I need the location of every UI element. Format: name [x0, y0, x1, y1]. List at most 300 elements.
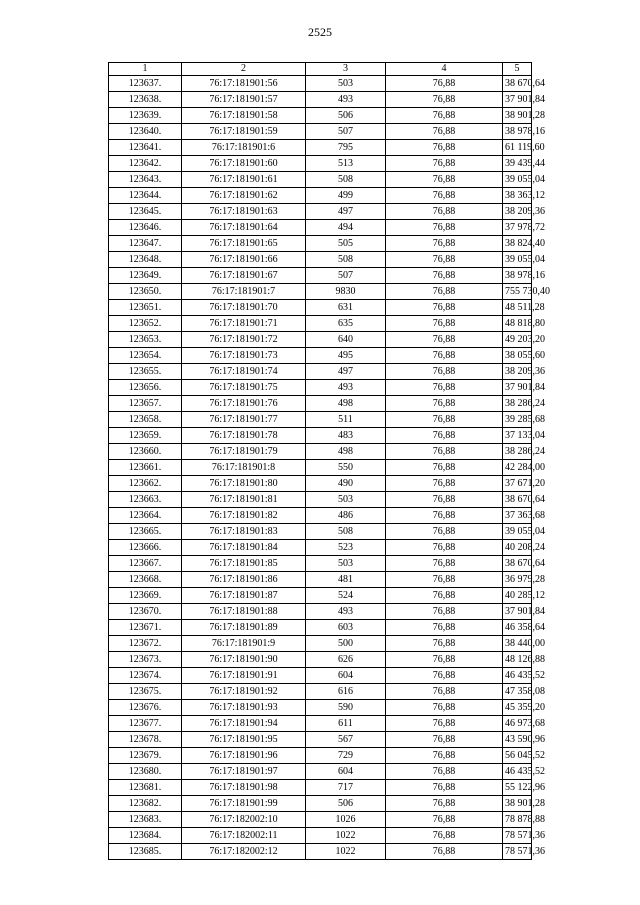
- table-row: [109, 476, 532, 492]
- table-cell: 76:17:181901:65: [182, 236, 306, 252]
- table-cell: 76:17:181901:75: [182, 380, 306, 396]
- table-cell: 123663.: [109, 492, 182, 508]
- table-cell: 76:17:181901:73: [182, 348, 306, 364]
- table-cell: 76:17:181901:92: [182, 684, 306, 700]
- table-row: [109, 364, 532, 380]
- table-cell: 48 511,28: [503, 300, 532, 316]
- table-cell: 38 824,40: [503, 236, 532, 252]
- table-cell: 76:17:181901:76: [182, 396, 306, 412]
- table-cell: 123667.: [109, 556, 182, 572]
- table-cell: 38 209,36: [503, 364, 532, 380]
- table-cell: 76,88: [386, 508, 503, 524]
- table-cell: 37 901,84: [503, 92, 532, 108]
- table-cell: 38 286,24: [503, 444, 532, 460]
- table-cell: 76,88: [386, 380, 503, 396]
- table-cell: 76:17:181901:61: [182, 172, 306, 188]
- table-cell: 500: [306, 636, 386, 652]
- table-cell: 76:17:181901:8: [182, 460, 306, 476]
- table-cell: 499: [306, 188, 386, 204]
- table-cell: 76,88: [386, 524, 503, 540]
- table-cell: 1022: [306, 844, 386, 860]
- table-cell: 498: [306, 444, 386, 460]
- table-body: [109, 76, 550, 860]
- table-cell: 123662.: [109, 476, 182, 492]
- table-cell: 497: [306, 204, 386, 220]
- table-cell: 123682.: [109, 796, 182, 812]
- table-cell: 508: [306, 524, 386, 540]
- table-cell: 76:17:181901:58: [182, 108, 306, 124]
- table-cell: 123653.: [109, 332, 182, 348]
- table-cell: 46 435,52: [503, 764, 532, 780]
- table-cell: 38 209,36: [503, 204, 532, 220]
- table-cell: 729: [306, 748, 386, 764]
- table-cell: 76:17:181901:91: [182, 668, 306, 684]
- table-cell: 76,88: [386, 636, 503, 652]
- table-cell: 123666.: [109, 540, 182, 556]
- table-row: [109, 156, 532, 172]
- table-cell: 37 363,68: [503, 508, 532, 524]
- table-cell: 9830: [306, 284, 386, 300]
- table-cell: 76:17:181901:9: [182, 636, 306, 652]
- table-cell: 503: [306, 492, 386, 508]
- table-cell: 76:17:181901:6: [182, 140, 306, 156]
- table-cell: 76,88: [386, 412, 503, 428]
- table-row: [109, 108, 532, 124]
- table-cell: 76,88: [386, 604, 503, 620]
- table-cell: 76,88: [386, 236, 503, 252]
- table-cell: 40 208,24: [503, 540, 532, 556]
- table-cell: 76,88: [386, 316, 503, 332]
- table-cell: 123652.: [109, 316, 182, 332]
- table-cell: 39 055,04: [503, 524, 532, 540]
- table-cell: 76,88: [386, 844, 503, 860]
- column-header: 2: [182, 63, 306, 76]
- table-cell: 123678.: [109, 732, 182, 748]
- table-cell: 76,88: [386, 780, 503, 796]
- table-cell: 550: [306, 460, 386, 476]
- table-cell: 38 670,64: [503, 492, 532, 508]
- table-cell: 76:17:181901:66: [182, 252, 306, 268]
- table-row: [109, 796, 532, 812]
- table-cell: 123656.: [109, 380, 182, 396]
- table-cell: 38 901,28: [503, 796, 532, 812]
- table-cell: 76:17:181901:81: [182, 492, 306, 508]
- table-cell: 1026: [306, 812, 386, 828]
- table-cell: 795: [306, 140, 386, 156]
- table-cell: 76:17:181901:84: [182, 540, 306, 556]
- table-cell: 76,88: [386, 556, 503, 572]
- table-cell: 76,88: [386, 284, 503, 300]
- table-cell: 76,88: [386, 748, 503, 764]
- table-row: [109, 652, 532, 668]
- table-row: [109, 508, 532, 524]
- table-cell: 76,88: [386, 796, 503, 812]
- table-cell: 123668.: [109, 572, 182, 588]
- column-header: 1: [109, 63, 182, 76]
- table-cell: 76,88: [386, 460, 503, 476]
- table-row: [109, 76, 532, 92]
- table-cell: 123673.: [109, 652, 182, 668]
- table-cell: 123665.: [109, 524, 182, 540]
- table-cell: 123639.: [109, 108, 182, 124]
- table-cell: 123685.: [109, 844, 182, 860]
- table-cell: 38 286,24: [503, 396, 532, 412]
- table-cell: 616: [306, 684, 386, 700]
- table-cell: 56 045,52: [503, 748, 532, 764]
- table-cell: 76,88: [386, 492, 503, 508]
- table-cell: 604: [306, 764, 386, 780]
- table-cell: 76,88: [386, 220, 503, 236]
- table-row: [109, 668, 532, 684]
- table-cell: 76,88: [386, 684, 503, 700]
- table-cell: 78 878,88: [503, 812, 532, 828]
- table-cell: 76,88: [386, 540, 503, 556]
- table-cell: 603: [306, 620, 386, 636]
- table-cell: 123657.: [109, 396, 182, 412]
- table-cell: 76,88: [386, 444, 503, 460]
- table-cell: 123672.: [109, 636, 182, 652]
- table-cell: 123660.: [109, 444, 182, 460]
- table-cell: 76:17:181901:83: [182, 524, 306, 540]
- table-cell: 76,88: [386, 332, 503, 348]
- table-cell: 505: [306, 236, 386, 252]
- table-cell: 76:17:181901:95: [182, 732, 306, 748]
- table-row: [109, 252, 532, 268]
- table-row: [109, 764, 532, 780]
- data-table: [108, 62, 550, 860]
- table-cell: 590: [306, 700, 386, 716]
- column-header: 4: [386, 63, 503, 76]
- table-cell: 123659.: [109, 428, 182, 444]
- table-cell: 37 133,04: [503, 428, 532, 444]
- table-cell: 76,88: [386, 572, 503, 588]
- table-cell: 503: [306, 76, 386, 92]
- table-header-row: [109, 63, 532, 76]
- table-cell: 524: [306, 588, 386, 604]
- table-cell: 123675.: [109, 684, 182, 700]
- table-cell: 38 363,12: [503, 188, 532, 204]
- table-cell: 78 571,36: [503, 828, 532, 844]
- table-cell: 38 901,28: [503, 108, 532, 124]
- table-cell: 76:17:181901:70: [182, 300, 306, 316]
- table-row: [109, 204, 532, 220]
- table-cell: 76,88: [386, 108, 503, 124]
- table-cell: 76,88: [386, 364, 503, 380]
- table-cell: 493: [306, 92, 386, 108]
- table-cell: 123647.: [109, 236, 182, 252]
- table-cell: 38 978,16: [503, 124, 532, 140]
- table-row: [109, 732, 532, 748]
- table-cell: 123676.: [109, 700, 182, 716]
- table-cell: 123642.: [109, 156, 182, 172]
- table-cell: 76:17:181901:77: [182, 412, 306, 428]
- table-cell: 123669.: [109, 588, 182, 604]
- table-cell: 503: [306, 556, 386, 572]
- table-row: [109, 268, 532, 284]
- table-cell: 123681.: [109, 780, 182, 796]
- table-cell: 37 978,72: [503, 220, 532, 236]
- table-cell: 123648.: [109, 252, 182, 268]
- table-cell: 76:17:181901:98: [182, 780, 306, 796]
- table-cell: 123680.: [109, 764, 182, 780]
- table-row: [109, 540, 532, 556]
- table-cell: 123649.: [109, 268, 182, 284]
- table-cell: 76:17:181901:74: [182, 364, 306, 380]
- table-cell: 76:17:181901:93: [182, 700, 306, 716]
- table-row: [109, 188, 532, 204]
- table-cell: 497: [306, 364, 386, 380]
- table-cell: 123650.: [109, 284, 182, 300]
- table-cell: 76,88: [386, 140, 503, 156]
- table-cell: 46 435,52: [503, 668, 532, 684]
- table-cell: 626: [306, 652, 386, 668]
- table-cell: 76:17:181901:78: [182, 428, 306, 444]
- table-cell: 123661.: [109, 460, 182, 476]
- table-row: [109, 300, 532, 316]
- table-cell: 78 571,36: [503, 844, 532, 860]
- table-cell: 495: [306, 348, 386, 364]
- table-cell: 508: [306, 252, 386, 268]
- table-cell: 123655.: [109, 364, 182, 380]
- table-cell: 483: [306, 428, 386, 444]
- table-cell: 38 440,00: [503, 636, 532, 652]
- table-cell: 498: [306, 396, 386, 412]
- table-row: [109, 748, 532, 764]
- table-cell: 39 439,44: [503, 156, 532, 172]
- table-cell: 76,88: [386, 188, 503, 204]
- table-row: [109, 220, 532, 236]
- table-cell: 37 901,84: [503, 380, 532, 396]
- table-cell: 76,88: [386, 700, 503, 716]
- table-cell: 76:17:181901:60: [182, 156, 306, 172]
- table-cell: 507: [306, 268, 386, 284]
- page-number: 2525: [308, 25, 332, 39]
- table-cell: 42 284,00: [503, 460, 532, 476]
- table-cell: 46 358,64: [503, 620, 532, 636]
- table-cell: 123645.: [109, 204, 182, 220]
- table-cell: 61 119,60: [503, 140, 532, 156]
- table-cell: 76:17:181901:99: [182, 796, 306, 812]
- table-cell: 123683.: [109, 812, 182, 828]
- table-cell: 76:17:182002:11: [182, 828, 306, 844]
- table-cell: 123643.: [109, 172, 182, 188]
- table-cell: 43 590,96: [503, 732, 532, 748]
- table-cell: 39 285,68: [503, 412, 532, 428]
- table-cell: 48 126,88: [503, 652, 532, 668]
- column-header: 3: [306, 63, 386, 76]
- table-cell: 631: [306, 300, 386, 316]
- table-cell: 38 055,60: [503, 348, 532, 364]
- table-cell: 490: [306, 476, 386, 492]
- table-cell: 635: [306, 316, 386, 332]
- table-cell: 38 670,64: [503, 76, 532, 92]
- table-cell: 38 978,16: [503, 268, 532, 284]
- table-cell: 76:17:181901:71: [182, 316, 306, 332]
- table-cell: 39 055,04: [503, 172, 532, 188]
- table-row: [109, 604, 532, 620]
- table-row: [109, 396, 532, 412]
- table-row: [109, 380, 532, 396]
- table-cell: 493: [306, 380, 386, 396]
- table-cell: 76,88: [386, 428, 503, 444]
- table-row: [109, 588, 532, 604]
- table-cell: 76:17:181901:88: [182, 604, 306, 620]
- table-cell: 123640.: [109, 124, 182, 140]
- table-cell: 717: [306, 780, 386, 796]
- table-cell: 493: [306, 604, 386, 620]
- table-cell: 76,88: [386, 716, 503, 732]
- table-row: [109, 636, 532, 652]
- table-cell: 76,88: [386, 812, 503, 828]
- table-cell: 40 285,12: [503, 588, 532, 604]
- table-cell: 513: [306, 156, 386, 172]
- table-cell: 76,88: [386, 204, 503, 220]
- table-cell: 507: [306, 124, 386, 140]
- table-cell: 506: [306, 108, 386, 124]
- table-cell: 76:17:181901:96: [182, 748, 306, 764]
- table-row: [109, 684, 532, 700]
- table-cell: 76:17:182002:10: [182, 812, 306, 828]
- table-cell: 76:17:181901:90: [182, 652, 306, 668]
- table-row: [109, 620, 532, 636]
- table-cell: 76:17:181901:79: [182, 444, 306, 460]
- table-cell: 123651.: [109, 300, 182, 316]
- table-cell: 76:17:181901:89: [182, 620, 306, 636]
- table-cell: 37 671,20: [503, 476, 532, 492]
- table-cell: 123641.: [109, 140, 182, 156]
- table-cell: 76,88: [386, 476, 503, 492]
- table-row: [109, 844, 532, 860]
- table-cell: 76:17:181901:7: [182, 284, 306, 300]
- table-cell: 76,88: [386, 268, 503, 284]
- table-cell: 76:17:181901:82: [182, 508, 306, 524]
- column-header: 5: [503, 63, 532, 76]
- table-cell: 123658.: [109, 412, 182, 428]
- table-cell: 76:17:181901:85: [182, 556, 306, 572]
- table-cell: 123670.: [109, 604, 182, 620]
- table-row: [109, 236, 532, 252]
- table-row: [109, 556, 532, 572]
- table-cell: 755 730,40: [503, 284, 532, 300]
- table-cell: 76,88: [386, 76, 503, 92]
- table-cell: 76,88: [386, 124, 503, 140]
- table-cell: 38 670,64: [503, 556, 532, 572]
- table-cell: 76,88: [386, 172, 503, 188]
- table-cell: 76,88: [386, 764, 503, 780]
- table-cell: 76,88: [386, 252, 503, 268]
- table-cell: 76:17:181901:80: [182, 476, 306, 492]
- table-cell: 123654.: [109, 348, 182, 364]
- table-cell: 76,88: [386, 668, 503, 684]
- table-cell: 123679.: [109, 748, 182, 764]
- table-cell: 39 055,04: [503, 252, 532, 268]
- table-cell: 76,88: [386, 156, 503, 172]
- table-cell: 76,88: [386, 348, 503, 364]
- table-cell: 511: [306, 412, 386, 428]
- table-row: [109, 572, 532, 588]
- table-cell: 123671.: [109, 620, 182, 636]
- table-cell: 123684.: [109, 828, 182, 844]
- table-cell: 45 359,20: [503, 700, 532, 716]
- table-cell: 76,88: [386, 620, 503, 636]
- table-row: [109, 332, 532, 348]
- table-cell: 506: [306, 796, 386, 812]
- table-cell: 123664.: [109, 508, 182, 524]
- table-row: [109, 524, 532, 540]
- table-cell: 76:17:181901:59: [182, 124, 306, 140]
- table-cell: 76,88: [386, 652, 503, 668]
- table-cell: 76:17:181901:64: [182, 220, 306, 236]
- table-cell: 76:17:181901:63: [182, 204, 306, 220]
- table-cell: 494: [306, 220, 386, 236]
- table-cell: 37 901,84: [503, 604, 532, 620]
- table-cell: 604: [306, 668, 386, 684]
- table-cell: 46 973,68: [503, 716, 532, 732]
- table-cell: 76,88: [386, 396, 503, 412]
- table-cell: 508: [306, 172, 386, 188]
- table-cell: 123638.: [109, 92, 182, 108]
- table-row: [109, 412, 532, 428]
- table-cell: 76:17:182002:12: [182, 844, 306, 860]
- table-row: [109, 284, 532, 300]
- table-row: [109, 812, 532, 828]
- table-cell: 123677.: [109, 716, 182, 732]
- table-cell: 55 122,96: [503, 780, 532, 796]
- table-row: [109, 140, 532, 156]
- table-cell: 76:17:181901:62: [182, 188, 306, 204]
- table-cell: 76:17:181901:87: [182, 588, 306, 604]
- table-cell: 76,88: [386, 92, 503, 108]
- table-cell: 76:17:181901:67: [182, 268, 306, 284]
- table-row: [109, 444, 532, 460]
- table-row: [109, 348, 532, 364]
- table-row: [109, 700, 532, 716]
- table-row: [109, 92, 532, 108]
- table-cell: 481: [306, 572, 386, 588]
- table-cell: 76:17:181901:57: [182, 92, 306, 108]
- table-cell: 123646.: [109, 220, 182, 236]
- table-cell: 76,88: [386, 300, 503, 316]
- table-row: [109, 172, 532, 188]
- table-cell: 611: [306, 716, 386, 732]
- table-row: [109, 428, 532, 444]
- table-cell: 123644.: [109, 188, 182, 204]
- table-row: [109, 492, 532, 508]
- table-row: [109, 316, 532, 332]
- table-cell: 486: [306, 508, 386, 524]
- table-cell: 76:17:181901:72: [182, 332, 306, 348]
- table-cell: 76,88: [386, 828, 503, 844]
- table-cell: 76:17:181901:86: [182, 572, 306, 588]
- table-cell: 123637.: [109, 76, 182, 92]
- table-cell: 76,88: [386, 732, 503, 748]
- table-cell: 123674.: [109, 668, 182, 684]
- table-row: [109, 716, 532, 732]
- table-cell: 640: [306, 332, 386, 348]
- table-cell: 567: [306, 732, 386, 748]
- table-row: [109, 124, 532, 140]
- table-row: [109, 828, 532, 844]
- table-cell: 36 979,28: [503, 572, 532, 588]
- table-row: [109, 780, 532, 796]
- table-cell: 76:17:181901:97: [182, 764, 306, 780]
- table-row: [109, 460, 532, 476]
- table-cell: 1022: [306, 828, 386, 844]
- table-cell: 76:17:181901:94: [182, 716, 306, 732]
- table-cell: 76:17:181901:56: [182, 76, 306, 92]
- table-cell: 47 358,08: [503, 684, 532, 700]
- table-cell: 523: [306, 540, 386, 556]
